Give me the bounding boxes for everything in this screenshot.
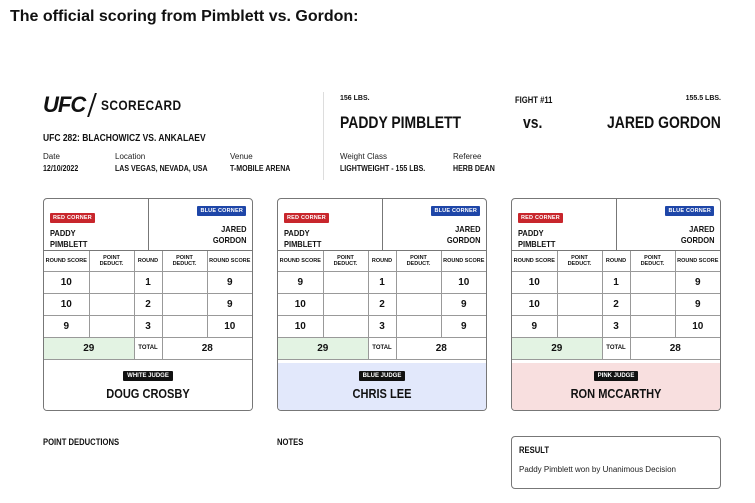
red-corner-name [284, 228, 365, 250]
judge-badge: WHITE JUDGE [123, 371, 173, 381]
round-row [512, 293, 720, 315]
blue-round-score: 9 [675, 293, 720, 315]
round-row [278, 315, 486, 337]
result-title: RESULT [519, 445, 550, 455]
date-label: Date [43, 152, 60, 161]
red-round-score: 10 [278, 315, 323, 337]
blue-round-score-header: ROUND SCORE [675, 251, 720, 271]
red-corner [278, 199, 383, 250]
round-header: ROUND [134, 251, 162, 271]
judge-scorecard-1 [43, 198, 253, 411]
red-point-deduct [557, 293, 602, 315]
blue-round-score: 10 [207, 315, 252, 337]
referee-value: HERB DEAN [453, 164, 495, 173]
logo-divider [87, 93, 97, 117]
judge-name: DOUG CROSBY [106, 386, 190, 401]
fight-number: FIGHT #11 [515, 95, 553, 105]
weight-class-value: LIGHTWEIGHT - 155 LBS. [340, 164, 426, 173]
judge-badge: BLUE JUDGE [359, 371, 406, 381]
total-row [512, 337, 720, 359]
judge-badge: PINK JUDGE [594, 371, 639, 381]
blue-point-deduct [162, 293, 207, 315]
red-point-deduct [557, 271, 602, 293]
round-row [44, 315, 252, 337]
blue-corner-name [633, 224, 714, 246]
blue-corner-name [165, 224, 246, 246]
date-value: 12/10/2022 [43, 164, 79, 173]
judge-name: RON MCCARTHY [570, 386, 662, 401]
red-total: 29 [278, 337, 368, 359]
result-box [511, 436, 721, 489]
blue-fighter-weight: 155.5 LBS. [685, 95, 721, 102]
location-label: Location [115, 152, 146, 161]
notes-label: NOTES [277, 437, 304, 447]
red-round-score: 10 [44, 271, 89, 293]
red-corner [512, 199, 617, 250]
scorecard-corners [512, 199, 720, 251]
round-number: 2 [368, 293, 396, 315]
blue-point-deduct-header: POINT DEDUCT. [162, 251, 207, 271]
blue-point-deduct [162, 315, 207, 337]
blue-corner [617, 199, 721, 250]
red-point-deduct [89, 315, 134, 337]
score-table [44, 251, 252, 360]
blue-total: 28 [162, 337, 252, 359]
blue-fighter-name: JARED GORDON [607, 113, 721, 132]
blue-first-name: JARED [454, 224, 480, 234]
blue-point-deduct [630, 293, 675, 315]
ufc-logo: UFC [43, 92, 86, 117]
blue-round-score-header: ROUND SCORE [207, 251, 252, 271]
red-point-deduct-header: POINT DEDUCT. [557, 251, 602, 271]
red-round-score: 10 [512, 293, 557, 315]
event-title: UFC 282: BLACHOWICZ VS. ANKALAEV [43, 133, 206, 144]
judge-name: CHRIS LEE [352, 386, 412, 401]
round-header: ROUND [368, 251, 396, 271]
score-table [512, 251, 720, 360]
blue-round-score: 9 [441, 293, 486, 315]
round-number: 1 [134, 271, 162, 293]
red-round-score-header: ROUND SCORE [278, 251, 323, 271]
red-corner [44, 199, 149, 250]
score-table [278, 251, 486, 360]
red-round-score: 10 [512, 271, 557, 293]
blue-point-deduct [630, 271, 675, 293]
red-point-deduct [323, 315, 368, 337]
red-first-name: PADDY [284, 228, 310, 238]
red-round-score-header: ROUND SCORE [44, 251, 89, 271]
judge-area [278, 363, 486, 410]
blue-round-score: 9 [207, 271, 252, 293]
location-value: LAS VEGAS, NEVADA, USA [115, 164, 208, 173]
round-number: 1 [602, 271, 630, 293]
judge-area [44, 363, 252, 410]
red-corner-name [50, 228, 131, 250]
red-corner-name [518, 228, 599, 250]
red-last-name: PIMBLETT [518, 239, 556, 249]
round-header: ROUND [602, 251, 630, 271]
red-point-deduct [89, 271, 134, 293]
blue-round-score: 10 [441, 271, 486, 293]
blue-corner [383, 199, 487, 250]
red-corner-badge: RED CORNER [518, 213, 563, 223]
blue-last-name: GORDON [446, 235, 480, 245]
blue-point-deduct [630, 315, 675, 337]
red-point-deduct-header: POINT DEDUCT. [89, 251, 134, 271]
red-first-name: PADDY [50, 228, 76, 238]
total-label: TOTAL [368, 337, 396, 359]
red-point-deduct-header: POINT DEDUCT. [323, 251, 368, 271]
blue-corner-badge: BLUE CORNER [197, 206, 246, 216]
blue-point-deduct-header: POINT DEDUCT. [630, 251, 675, 271]
round-number: 2 [602, 293, 630, 315]
judge-scorecard-2 [277, 198, 487, 411]
blue-point-deduct-header: POINT DEDUCT. [396, 251, 441, 271]
round-number: 3 [134, 315, 162, 337]
blue-last-name: GORDON [212, 235, 246, 245]
round-row [512, 271, 720, 293]
round-number: 3 [602, 315, 630, 337]
red-round-score: 10 [278, 293, 323, 315]
venue-value: T-MOBILE ARENA [230, 164, 291, 173]
article-caption: The official scoring from Pimblett vs. Gordon: [10, 8, 359, 25]
red-point-deduct [89, 293, 134, 315]
round-row [278, 293, 486, 315]
blue-point-deduct [162, 271, 207, 293]
blue-last-name: GORDON [680, 235, 714, 245]
round-row [44, 293, 252, 315]
header-divider [323, 92, 324, 180]
blue-round-score-header: ROUND SCORE [441, 251, 486, 271]
round-row [44, 271, 252, 293]
total-label: TOTAL [602, 337, 630, 359]
weight-class-label: Weight Class [340, 152, 387, 161]
blue-round-score: 10 [675, 315, 720, 337]
red-round-score: 9 [278, 271, 323, 293]
round-row [278, 271, 486, 293]
red-fighter-name: PADDY PIMBLETT [340, 113, 462, 132]
red-fighter-weight: 156 LBS. [340, 95, 370, 102]
score-table-header [512, 251, 720, 271]
blue-corner-badge: BLUE CORNER [431, 206, 480, 216]
blue-first-name: JARED [220, 224, 246, 234]
red-first-name: PADDY [518, 228, 544, 238]
total-label: TOTAL [134, 337, 162, 359]
blue-point-deduct [396, 271, 441, 293]
red-round-score: 9 [512, 315, 557, 337]
scorecard-label: SCORECARD [101, 97, 182, 113]
ufc-scorecard-logo [43, 92, 196, 118]
round-row [512, 315, 720, 337]
blue-first-name: JARED [688, 224, 714, 234]
blue-round-score: 9 [207, 293, 252, 315]
judge-scorecard-3 [511, 198, 721, 411]
judge-area [512, 363, 720, 410]
blue-corner [149, 199, 253, 250]
blue-total: 28 [396, 337, 486, 359]
red-corner-badge: RED CORNER [284, 213, 329, 223]
red-total: 29 [44, 337, 134, 359]
blue-total: 28 [630, 337, 720, 359]
total-row [278, 337, 486, 359]
round-number: 1 [368, 271, 396, 293]
blue-round-score: 9 [441, 315, 486, 337]
red-round-score: 9 [44, 315, 89, 337]
score-table-header [278, 251, 486, 271]
blue-corner-name [399, 224, 480, 246]
blue-point-deduct [396, 293, 441, 315]
result-text: Paddy Pimblett won by Unanimous Decision [519, 465, 676, 474]
red-corner-badge: RED CORNER [50, 213, 95, 223]
blue-point-deduct [396, 315, 441, 337]
red-point-deduct [557, 315, 602, 337]
blue-round-score: 9 [675, 271, 720, 293]
red-round-score-header: ROUND SCORE [512, 251, 557, 271]
red-last-name: PIMBLETT [284, 239, 322, 249]
red-total: 29 [512, 337, 602, 359]
total-row [44, 337, 252, 359]
venue-label: Venue [230, 152, 253, 161]
referee-label: Referee [453, 152, 482, 161]
round-number: 2 [134, 293, 162, 315]
scorecard-corners [278, 199, 486, 251]
red-point-deduct [323, 271, 368, 293]
red-point-deduct [323, 293, 368, 315]
red-round-score: 10 [44, 293, 89, 315]
round-number: 3 [368, 315, 396, 337]
point-deductions-label: POINT DEDUCTIONS [43, 437, 120, 447]
red-last-name: PIMBLETT [50, 239, 88, 249]
scorecard-corners [44, 199, 252, 251]
score-table-header [44, 251, 252, 271]
blue-corner-badge: BLUE CORNER [665, 206, 714, 216]
vs-label: vs. [523, 113, 543, 132]
